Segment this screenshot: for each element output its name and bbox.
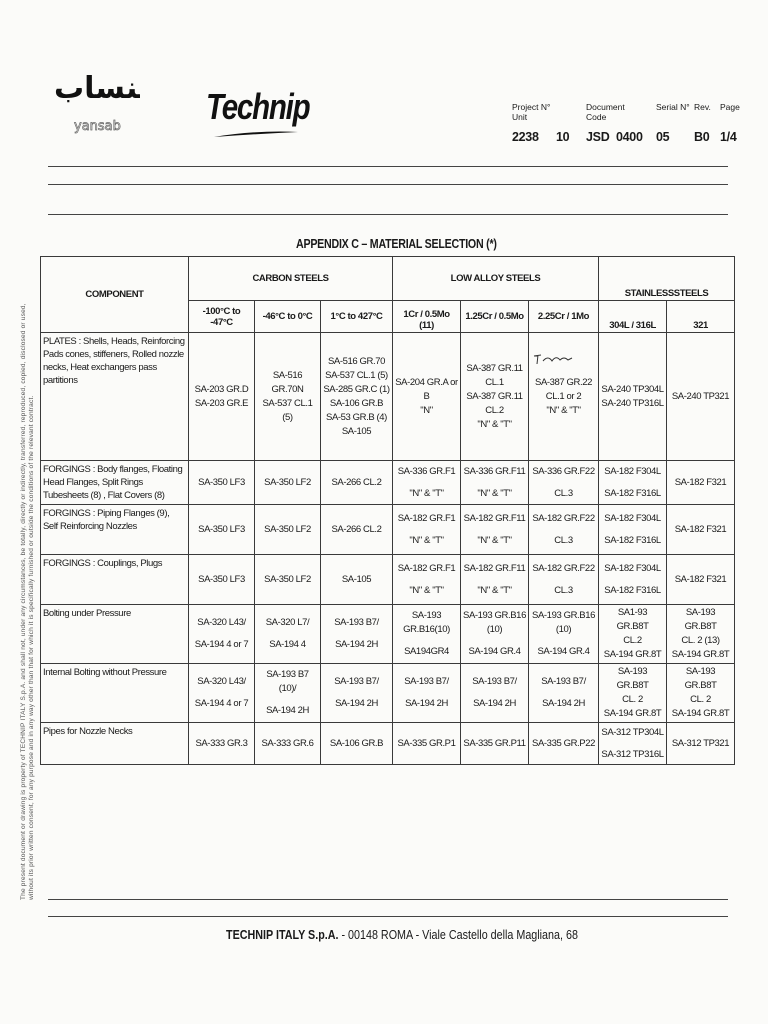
material-cell <box>321 505 393 555</box>
material-cell <box>393 461 461 505</box>
material-selection-table <box>40 256 735 765</box>
material-line: SA-350 LF3 <box>198 523 245 535</box>
subheader-cell: 1Cr / 0.5Mo (11) <box>393 301 461 333</box>
material-line: SA-182 GR.F1 <box>397 512 456 524</box>
notice-line: without its prior written consent, for any purpose and in any way other than that for which it is specifically furnished or outside the conditions of the relevant contract. <box>28 395 35 900</box>
material-cell <box>393 664 461 723</box>
material-line: SA-182 GR.F22 <box>532 512 595 524</box>
footer-address-text: - 00148 ROMA - Viale Castello della Magliana, 68 <box>338 928 578 942</box>
material-cell <box>393 555 461 605</box>
material-line: CL.3 <box>554 534 573 546</box>
material-cell <box>321 461 393 505</box>
footer-address <box>226 928 578 942</box>
material-line: SA-537 CL.1 (5) <box>325 369 388 381</box>
subheader-cell: 2.25Cr / 1Mo <box>529 301 599 333</box>
material-line: "N" & "T" <box>477 584 512 596</box>
material-cell <box>667 664 735 723</box>
material-line: SA-193 B7/ <box>404 676 449 687</box>
table-body <box>41 333 735 765</box>
material-line: SA-182 F316L <box>604 487 661 499</box>
material-cell <box>321 333 393 461</box>
group-header-carbon: CARBON STEELS <box>189 257 393 301</box>
meta-label: Document Code <box>586 102 625 122</box>
table-row <box>41 333 735 461</box>
yansab-logo <box>52 66 140 136</box>
material-line: SA-537 CL.1 (5) <box>262 397 313 423</box>
document-reference <box>512 102 750 144</box>
material-line: SA-194 GR.8T <box>603 708 662 719</box>
material-line: SA-240 TP321 <box>671 390 730 402</box>
material-line: CL.2 <box>623 635 642 646</box>
material-line: SA-350 LF2 <box>264 573 311 585</box>
divider <box>48 899 728 900</box>
material-line: SA-336 GR.F22 <box>532 465 595 477</box>
material-line: SA-194 2H <box>542 698 585 709</box>
footer-company: TECHNIP ITALY S.p.A. <box>226 928 339 942</box>
material-cell <box>667 505 735 555</box>
component-cell: FORGINGS : Couplings, Plugs <box>41 555 189 605</box>
material-line: SA-194 4 or 7 <box>194 698 249 709</box>
material-cell <box>255 664 321 723</box>
material-line: SA-194 2H <box>473 698 516 709</box>
material-line: SA-105 <box>341 573 372 585</box>
material-line: SA-182 F304L <box>604 512 661 524</box>
meta-value: 05 <box>656 130 670 144</box>
meta-value: B0 <box>694 130 710 144</box>
material-line: SA-320 L7/ <box>265 617 310 628</box>
material-cell <box>599 723 667 765</box>
material-line: SA-194 GR.4 <box>468 646 521 657</box>
table-row <box>41 461 735 505</box>
material-line: SA-350 LF2 <box>264 523 311 535</box>
component-cell: FORGINGS : Piping Flanges (9), Self Reinforcing Nozzles <box>41 505 189 555</box>
material-line: "N" <box>420 404 433 416</box>
notice-line: The present document or drawing is property of TECHNIP ITALY S.p.A. and shall not, under any circumstances, be totally, directly or indirectly, transferred, reproduced, copied, disclosed or used, <box>20 303 27 900</box>
handwritten-annotation <box>532 352 574 368</box>
material-line: SA-320 L43/ <box>197 617 246 628</box>
material-line: "N" & "T" <box>477 534 512 546</box>
material-line: SA-182 F321 <box>674 523 727 535</box>
material-cell <box>255 555 321 605</box>
material-line: SA-193 GR.B16 (10) <box>532 610 595 635</box>
material-line: SA-387 GR.11 CL.2 <box>466 390 523 416</box>
subheader-cell: 1.25Cr / 0.5Mo <box>461 301 529 333</box>
material-cell <box>529 605 599 664</box>
material-cell <box>321 605 393 664</box>
material-line: SA-194 2H <box>335 639 378 650</box>
material-line: "N" & "T" <box>409 534 444 546</box>
material-line: "N" & "T" <box>546 404 581 416</box>
material-line: SA-333 GR.6 <box>261 737 314 749</box>
material-line: SA-204 GR.A or B <box>395 376 458 402</box>
material-line: SA-203 GR.D <box>194 383 249 395</box>
material-line: SA-182 F321 <box>674 476 727 488</box>
material-cell <box>255 461 321 505</box>
svg-text:yansab: yansab <box>74 119 121 134</box>
material-cell <box>599 461 667 505</box>
material-line: SA-194 GR.8T <box>671 649 730 660</box>
material-line: "N" & "T" <box>477 418 512 430</box>
material-cell <box>599 664 667 723</box>
material-line: CL.1 or 2 <box>545 390 582 402</box>
component-cell: FORGINGS : Body flanges, Floating Head Flanges, Split Rings Tubesheets (8) , Flat Covers (8) <box>41 461 189 505</box>
technip-logo: Technip <box>206 86 306 146</box>
table-row <box>41 605 735 664</box>
material-line: SA-193 GR.B8T <box>684 607 717 632</box>
material-line: CL.3 <box>554 584 573 596</box>
material-line: "N" & "T" <box>409 487 444 499</box>
material-line: SA-193 GR.B8T <box>616 666 649 691</box>
svg-text:ينساب: ينساب <box>54 71 140 106</box>
material-cell <box>189 664 255 723</box>
material-line: CL.3 <box>554 487 573 499</box>
material-line: SA-194 GR.4 <box>537 646 590 657</box>
component-cell: Bolting under Pressure <box>41 605 189 664</box>
material-cell <box>189 333 255 461</box>
material-line: SA-106 GR.B <box>329 397 384 409</box>
material-line: SA-53 GR.B (4) <box>326 411 387 423</box>
material-line: "N" & "T" <box>409 584 444 596</box>
material-cell <box>189 723 255 765</box>
material-line: SA-335 GR.P22 <box>532 737 595 749</box>
material-line: SA-194 2H <box>335 698 378 709</box>
material-line: SA-350 LF2 <box>264 476 311 488</box>
component-cell: Internal Bolting without Pressure <box>41 664 189 723</box>
group-header-stainless: STAINLESSSTEELS <box>599 257 735 301</box>
component-cell: Pipes for Nozzle Necks <box>41 723 189 765</box>
material-line: SA-182 GR.F11 <box>463 562 526 574</box>
material-line: SA-516 GR.70N <box>271 369 304 395</box>
material-line: CL. 2 (13) <box>681 635 720 646</box>
material-cell <box>529 723 599 765</box>
material-cell <box>321 664 393 723</box>
material-line: SA-106 GR.B <box>329 737 384 749</box>
material-cell <box>255 505 321 555</box>
material-cell <box>255 723 321 765</box>
material-line: SA-194 2H <box>405 698 448 709</box>
meta-value: 2238 <box>512 130 539 144</box>
material-line: SA-193 B7/ <box>334 676 379 687</box>
table-row <box>41 664 735 723</box>
confidentiality-notice <box>20 160 36 900</box>
material-line: SA-194 GR.8T <box>603 649 662 660</box>
material-line: SA-182 F321 <box>674 573 727 585</box>
material-line: SA-350 LF3 <box>198 476 245 488</box>
material-cell <box>599 555 667 605</box>
document-reference-values <box>512 130 750 144</box>
table-row <box>41 555 735 605</box>
meta-value: 1/4 <box>720 130 737 144</box>
material-cell <box>393 723 461 765</box>
material-cell <box>667 555 735 605</box>
material-cell <box>321 723 393 765</box>
material-line: SA-193 B7/ <box>334 617 379 628</box>
material-line: SA-194 4 or 7 <box>194 639 249 650</box>
material-cell <box>667 333 735 461</box>
material-cell <box>255 605 321 664</box>
material-line: SA-336 GR.F1 <box>397 465 456 477</box>
material-line: SA-335 GR.P1 <box>397 737 456 749</box>
material-line: SA-266 CL.2 <box>331 523 382 535</box>
material-cell <box>667 723 735 765</box>
material-line: SA-193 B7/ <box>472 676 517 687</box>
material-cell <box>667 605 735 664</box>
meta-label: Page <box>720 102 740 112</box>
material-line: SA-240 TP316L <box>601 397 664 409</box>
material-line: CL. 2 <box>622 694 643 705</box>
material-cell <box>461 555 529 605</box>
material-cell <box>667 461 735 505</box>
material-line: SA-387 GR.22 <box>535 376 592 388</box>
material-cell <box>393 333 461 461</box>
material-line: SA-193 GR.B8T <box>684 666 717 691</box>
material-line: SA-193 B7/ <box>541 676 586 687</box>
material-cell <box>599 605 667 664</box>
material-line: SA-182 GR.F11 <box>463 512 526 524</box>
component-cell: PLATES : Shells, Heads, Reinforcing Pads cones, stiffeners, Rolled nozzle necks, Heat exchangers pass partitions <box>41 333 189 461</box>
material-line: SA-194 GR.8T <box>671 708 730 719</box>
material-cell <box>189 505 255 555</box>
material-line: SA-203 GR.E <box>194 397 249 409</box>
material-cell <box>529 461 599 505</box>
material-cell <box>189 461 255 505</box>
material-line: SA-182 F316L <box>604 584 661 596</box>
material-line: SA-193 B7 (10)/ <box>266 669 309 694</box>
material-cell <box>599 333 667 461</box>
meta-label <box>556 102 586 122</box>
subheader-cell: -100°C to -47°C <box>189 301 255 333</box>
meta-label: Rev. <box>694 102 711 112</box>
material-cell <box>529 505 599 555</box>
material-line: SA-182 F316L <box>604 534 661 546</box>
material-cell <box>255 333 321 461</box>
subheader-cell: 321 <box>667 301 735 333</box>
divider <box>48 184 728 185</box>
material-line: SA-194 2H <box>266 705 309 716</box>
material-line: SA-320 L43/ <box>197 676 246 687</box>
material-line: SA-266 CL.2 <box>331 476 382 488</box>
material-line: SA1-93 GR.B8T <box>616 607 649 632</box>
material-line: SA-240 TP304L <box>601 383 664 395</box>
material-line: SA-336 GR.F11 <box>463 465 526 477</box>
material-line: SA-182 GR.F22 <box>532 562 595 574</box>
table-row <box>41 505 735 555</box>
material-cell <box>461 333 529 461</box>
material-line: SA-285 GR.C (1) <box>323 383 390 395</box>
subheader-cell: -46°C to 0°C <box>255 301 321 333</box>
component-header: COMPONENT <box>41 257 189 333</box>
meta-value: 10 <box>556 130 570 144</box>
meta-value: 0400 <box>616 130 643 144</box>
divider <box>48 214 728 215</box>
material-line: SA-333 GR.3 <box>195 737 248 749</box>
material-cell <box>461 505 529 555</box>
material-line: SA-335 GR.P11 <box>463 737 526 749</box>
material-line: SA-387 GR.11 CL.1 <box>466 362 523 388</box>
material-line: SA-182 GR.F1 <box>397 562 456 574</box>
material-line: SA-312 TP304L <box>601 726 664 738</box>
page-title: APPENDIX C – MATERIAL SELECTION (*) <box>296 236 497 251</box>
material-cell <box>393 505 461 555</box>
material-cell <box>529 664 599 723</box>
material-line: SA-194 4 <box>269 639 306 650</box>
meta-label: Serial N° <box>656 102 690 112</box>
material-cell <box>529 555 599 605</box>
material-line: SA-182 F304L <box>604 465 661 477</box>
document-reference-labels <box>512 102 750 122</box>
material-cell <box>461 461 529 505</box>
material-line: "N" & "T" <box>477 487 512 499</box>
material-line: SA-193 GR.B16(10) <box>403 610 450 635</box>
material-line: SA-312 TP316L <box>601 748 664 760</box>
meta-label: Project N° Unit <box>512 102 551 122</box>
material-line: SA-516 GR.70 <box>328 355 385 367</box>
divider <box>48 166 728 167</box>
subheader-cell: 1°C to 427°C <box>321 301 393 333</box>
material-line: SA194GR4 <box>404 646 449 657</box>
material-line: SA-193 GR.B16 (10) <box>463 610 526 635</box>
material-line: CL. 2 <box>690 694 711 705</box>
material-cell <box>321 555 393 605</box>
material-cell <box>461 605 529 664</box>
material-cell <box>599 505 667 555</box>
meta-label <box>616 102 656 122</box>
material-line: SA-350 LF3 <box>198 573 245 585</box>
subheader-cell: 304L / 316L <box>599 301 667 333</box>
material-cell <box>189 555 255 605</box>
material-cell <box>393 605 461 664</box>
material-cell <box>461 723 529 765</box>
material-cell <box>461 664 529 723</box>
meta-value: JSD <box>586 130 610 144</box>
material-line: SA-105 <box>341 425 372 437</box>
material-line: SA-182 F304L <box>604 562 661 574</box>
table-row <box>41 723 735 765</box>
group-header-low-alloy: LOW ALLOY STEELS <box>393 257 599 301</box>
divider <box>48 916 728 917</box>
material-cell <box>189 605 255 664</box>
material-line: SA-312 TP321 <box>671 737 730 749</box>
